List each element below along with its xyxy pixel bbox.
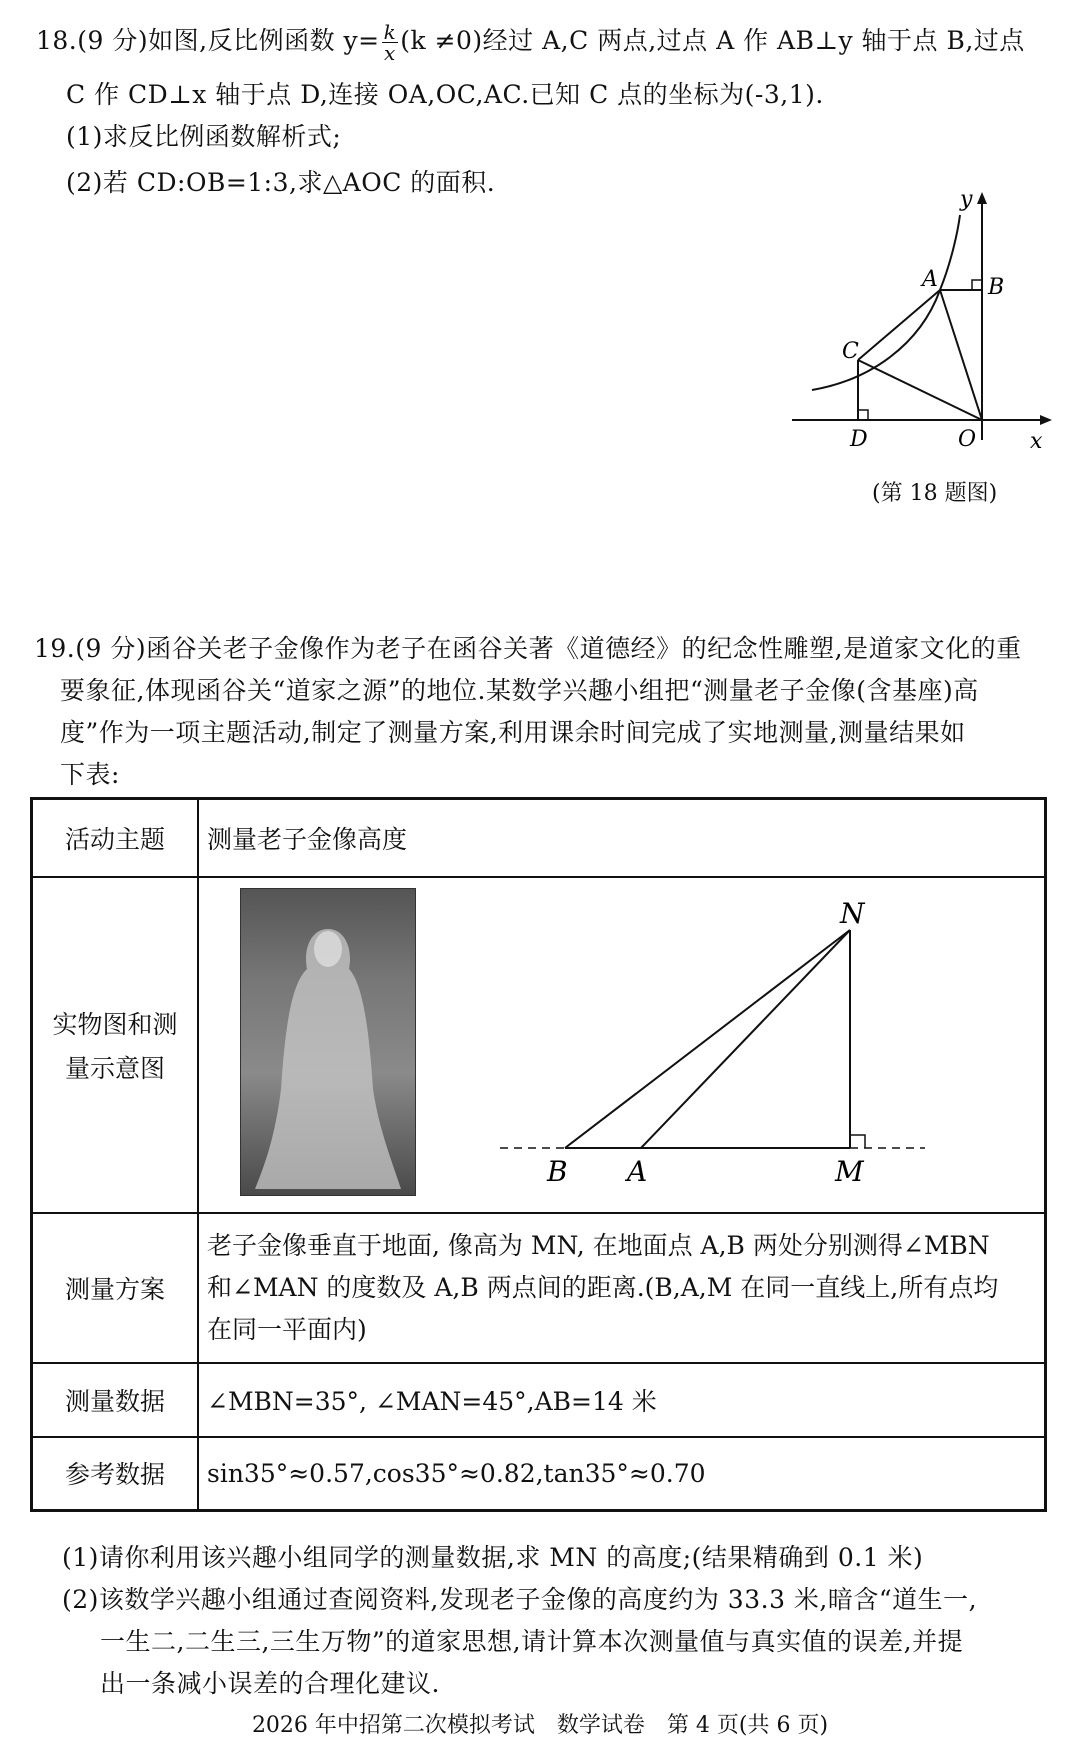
label-m: M — [835, 1155, 864, 1188]
q18-segment-oc — [858, 360, 982, 420]
statue-silhouette — [241, 889, 415, 1195]
table-head-data: 测量数据 — [32, 1363, 199, 1437]
q18-right-angle-d — [858, 410, 868, 420]
table-row — [32, 1437, 1046, 1511]
q18-label-c: C — [842, 339, 859, 364]
q18-label-x: x — [1030, 429, 1043, 450]
q19-part2-b: 一生二,二生三,三生万物”的道家思想,请计算本次测量值与真实值的误差,并提 — [100, 1627, 964, 1656]
q18-fraction — [382, 22, 399, 63]
q19-line2: 要象征,体现函谷关“道家之源”的地位.某数学兴趣小组把“测量老子金像(含基座)高 — [60, 676, 979, 705]
label-b: B — [547, 1155, 568, 1188]
q19-part2-c: 出一条减小误差的合理化建议. — [100, 1669, 440, 1698]
q18-x-arrow — [1040, 415, 1052, 425]
q18-line1-pre: 18.(9 分)如图,反比例函数 y= — [36, 26, 380, 55]
table-val-ref: sin35°≈0.57,cos35°≈0.82,tan35°≈0.70 — [198, 1437, 1046, 1511]
q18-segment-oa — [940, 290, 982, 420]
table-head-figure — [32, 877, 199, 1213]
q18-figure — [790, 190, 1060, 450]
q19-part2-a: (2)该数学兴趣小组通过查阅资料,发现老子金像的高度约为 33.3 米,暗含“道生一, — [62, 1585, 978, 1614]
table-val-plan — [198, 1213, 1046, 1363]
q18-line1 — [36, 22, 1025, 63]
label-n: N — [840, 897, 865, 930]
label-a: A — [627, 1155, 648, 1188]
q18-right-angle-b — [972, 280, 982, 290]
table-row — [32, 799, 1046, 877]
table-head-plan: 测量方案 — [32, 1213, 199, 1363]
table-val-theme: 测量老子金像高度 — [198, 799, 1046, 877]
q18-label-b: B — [988, 275, 1005, 300]
q19-part1: (1)请你利用该兴趣小组同学的测量数据,求 MN 的高度;(结果精确到 0.1 米) — [62, 1543, 924, 1572]
q18-caption: (第 18 题图) — [872, 481, 998, 506]
q18-curve — [812, 215, 960, 390]
table-row — [32, 1363, 1046, 1437]
table-head-figure-a: 实物图和测 — [52, 1009, 178, 1039]
q18-label-y: y — [960, 190, 973, 212]
q18-label-o: O — [958, 427, 977, 450]
q19-line4: 下表: — [60, 760, 120, 789]
table-head-figure-b: 量示意图 — [64, 1053, 165, 1083]
table-val-plan-c: 在同一平面内) — [207, 1314, 367, 1344]
segment-an — [641, 930, 850, 1148]
q18-line1-post: (k ≠0)经过 A,C 两点,过点 A 作 AB⊥y 轴于点 B,过点 — [400, 26, 1025, 55]
q18-y-arrow — [977, 192, 987, 204]
q18-part1: (1)求反比例函数解析式; — [66, 122, 342, 151]
q18-line2: C 作 CD⊥x 轴于点 D,连接 OA,OC,AC.已知 C 点的坐标为(-3,1). — [66, 80, 824, 109]
segment-bn — [565, 930, 850, 1148]
q18-frac-num: k — [383, 20, 397, 44]
statue-photo — [240, 888, 416, 1196]
measurement-diagram — [495, 895, 945, 1195]
q19-line3: 度”作为一项主题活动,制定了测量方案,利用课余时间完成了实地测量,测量结果如 — [60, 718, 966, 747]
q19-line1: 19.(9 分)函谷关老子金像作为老子在函谷关著《道德经》的纪念性雕塑,是道家文化的重 — [34, 634, 1022, 663]
q18-part2: (2)若 CD:OB=1:3,求△AOC 的面积. — [66, 168, 496, 197]
q18-frac-den: x — [384, 41, 396, 65]
right-angle-m — [850, 1135, 865, 1148]
q18-label-a: A — [922, 267, 938, 292]
table-val-plan-a: 老子金像垂直于地面, 像高为 MN, 在地面点 A,B 两处分别测得∠MBN — [207, 1230, 990, 1260]
q18-label-d: D — [850, 427, 868, 450]
table-head-ref: 参考数据 — [32, 1437, 199, 1511]
table-val-plan-b: 和∠MAN 的度数及 A,B 两点间的距离.(B,A,M 在同一直线上,所有点均 — [207, 1272, 999, 1302]
page-footer: 2026 年中招第二次模拟考试 数学试卷 第 4 页(共 6 页) — [251, 1713, 829, 1738]
table-val-data: ∠MBN=35°, ∠MAN=45°,AB=14 米 — [198, 1363, 1046, 1437]
table-row — [32, 1213, 1046, 1363]
table-head-theme: 活动主题 — [32, 799, 199, 877]
